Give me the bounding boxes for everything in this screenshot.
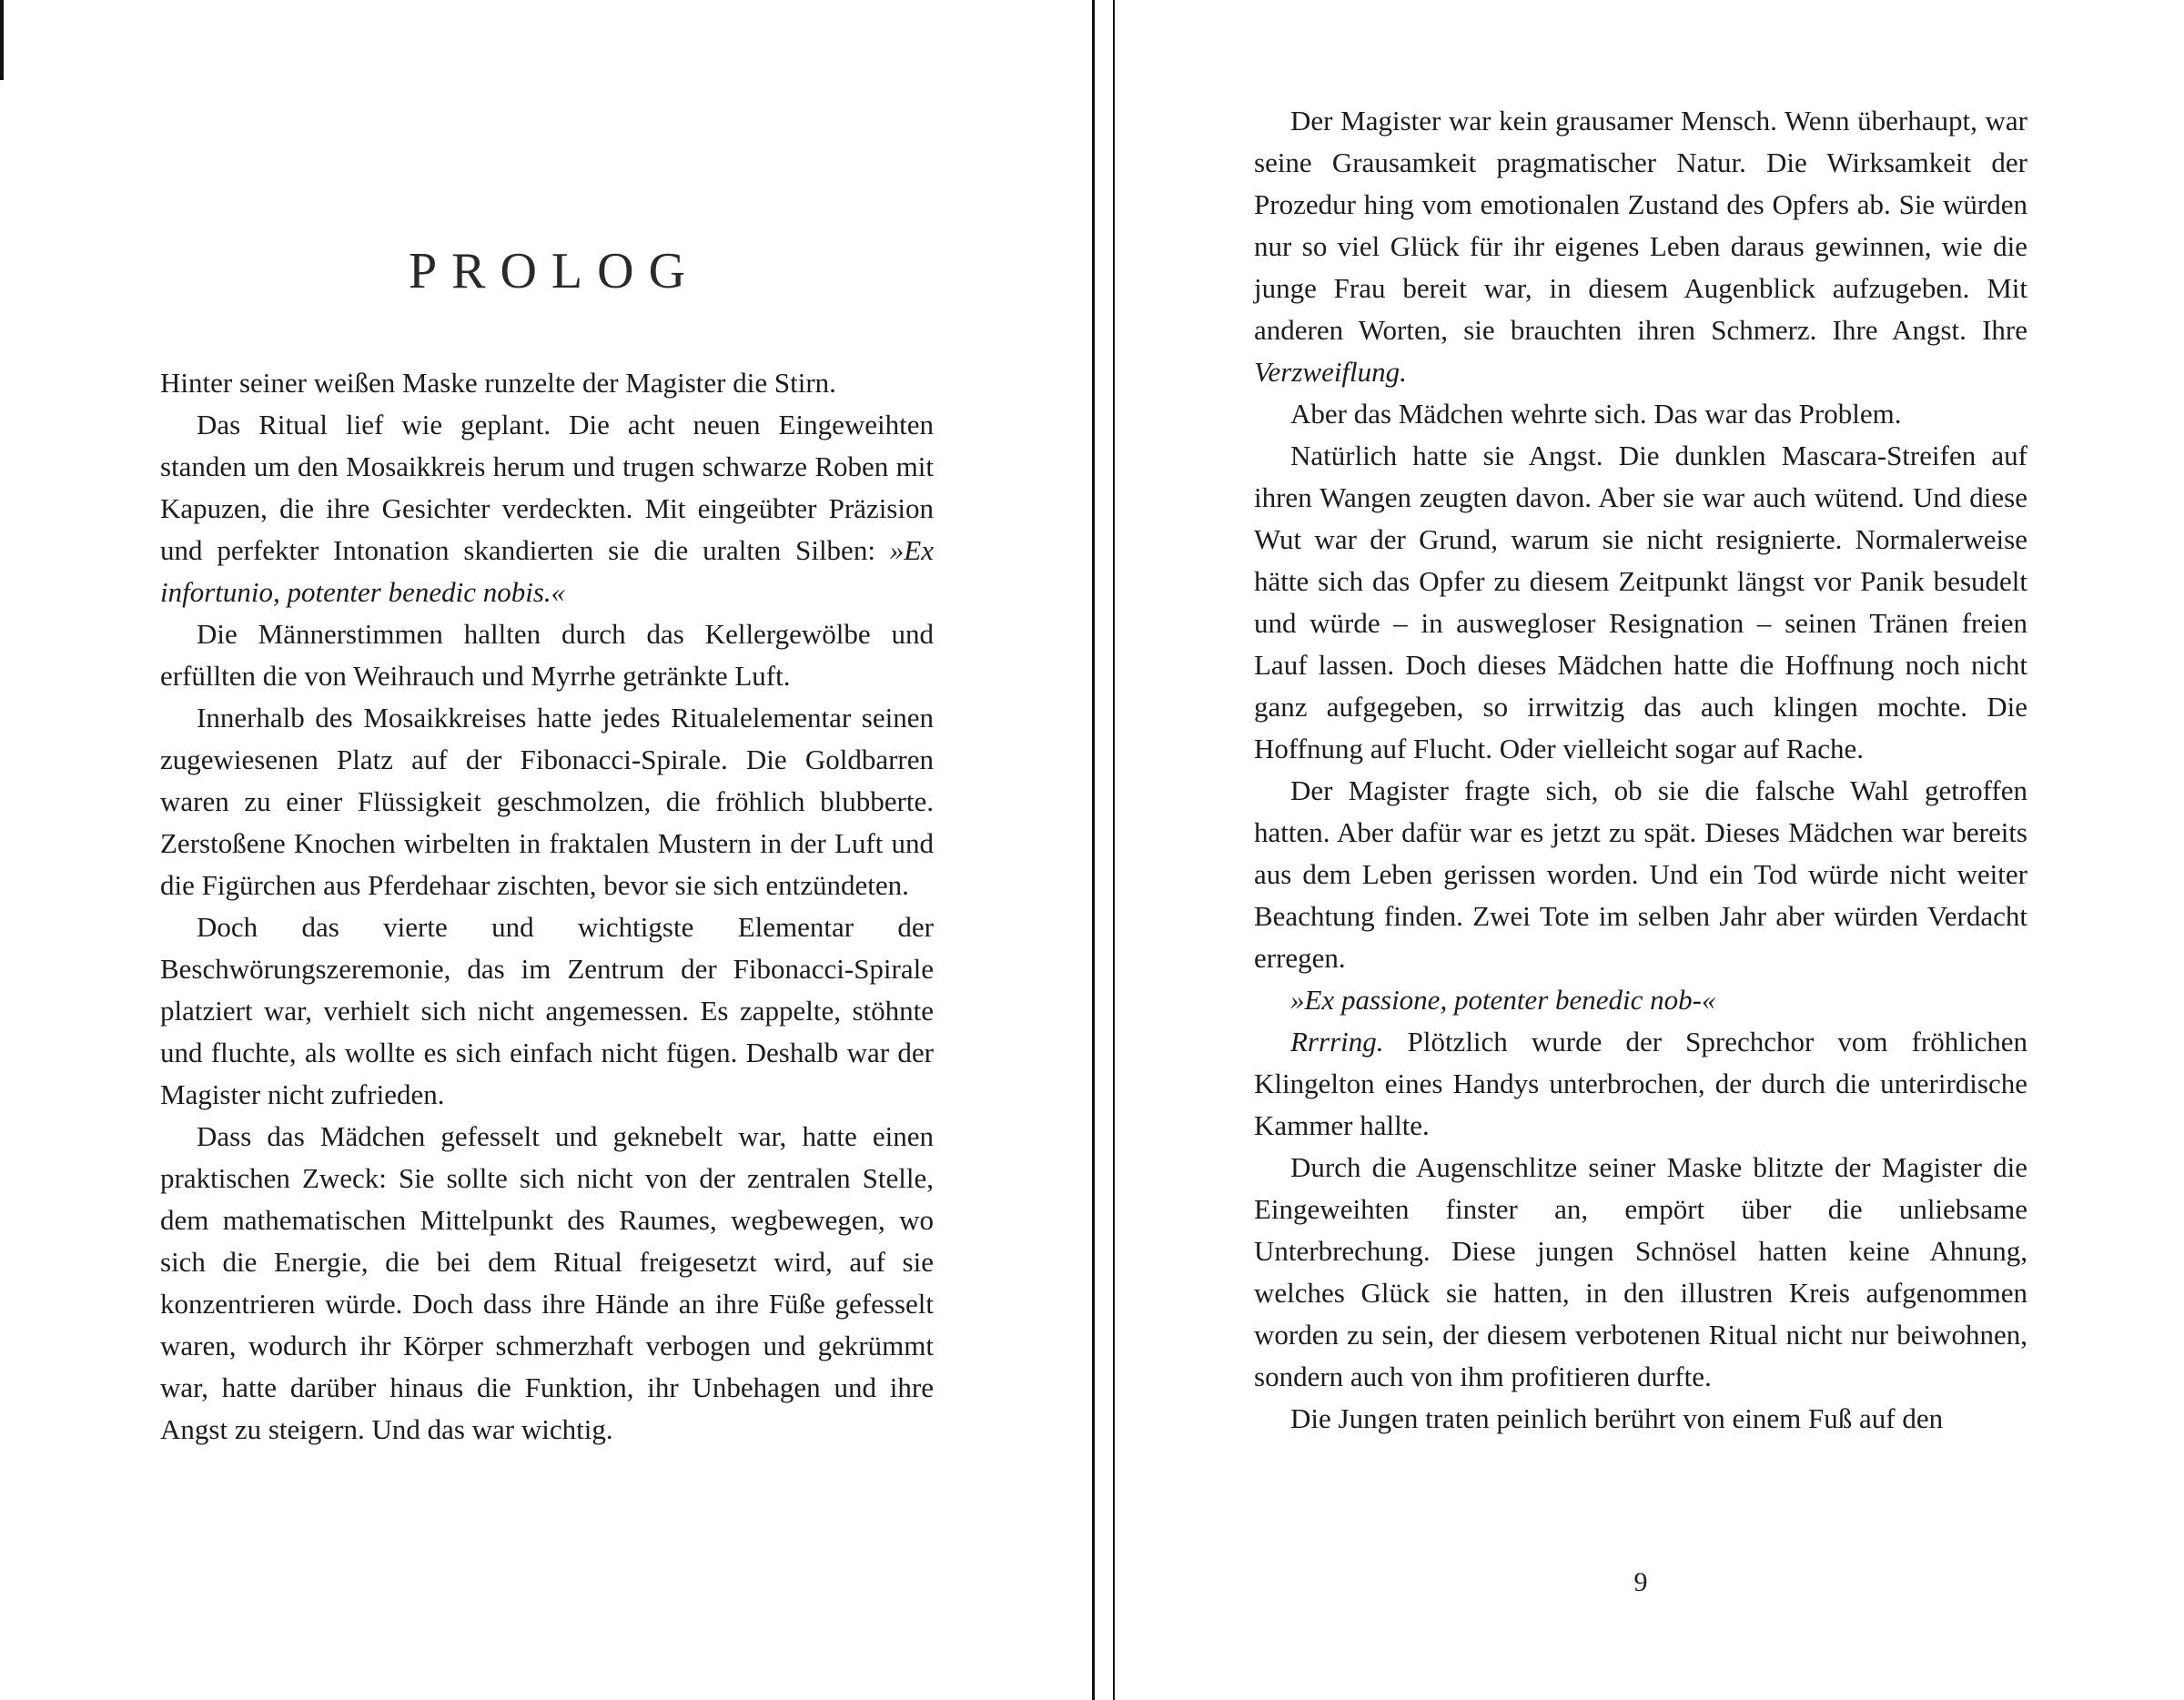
text-run: Durch die Augenschlitze seiner Maske blitzte der Magister die Eingeweihten finster an, empört über die unliebsame Unterbrechung. Diese jungen Schnösel hatten keine Ahnung, welches Glück sie hatten, in den illustren Kreis aufgenommen worden zu sein, der diesem verbotenen Ritual nicht nur beiwohnen, sondern auch von ihm profitieren durfte. [1254,1151,2027,1392]
paragraph [160,404,934,613]
text-run: Doch das vierte und wichtigste Elementar der Beschwörungszeremonie, das im Zentrum der Fibonacci-Spirale platziert war, verhielt sich nicht angemessen. Es zappelte, stöhnte und fluchte, als wollte es sich einfach nicht fügen. Deshalb war der Magister nicht zufrieden. [160,911,934,1110]
text-run: Innerhalb des Mosaikkreises hatte jedes Ritualelementar seinen zugewiesenen Platz auf der Fibonacci-Spirale. Die Goldbarren waren zu einer Flüssigkeit geschmolzen, die fröhlich blubberte. Zerstoßene Knochen wirbelten in fraktalen Mustern in der Luft und die Figürchen aus Pferdehaar zischten, bevor sie sich entzündeten. [160,702,934,901]
paragraph [1254,1147,2027,1398]
text-run: Hinter seiner weißen Maske runzelte der Magister die Stirn. [160,367,836,399]
text-run: Natürlich hatte sie Angst. Die dunklen Mascara-Streifen auf ihren Wangen zeugten davon. Aber sie war auch wütend. Und diese Wut war der Grund, warum sie nicht resignierte. Normalerweise hätte sich das Opfer zu diesem Zeitpunkt längst vor Panik besudelt und würde – in auswegloser Resignation – seinen Tränen freien Lauf lassen. Doch dieses Mädchen hatte die Hoffnung noch nicht ganz aufgegeben, so irrwitzig das auch klingen mochte. Die Hoffnung auf Flucht. Oder vielleicht sogar auf Rache. [1254,440,2027,764]
text-run: Die Männerstimmen hallten durch das Kellergewölbe und erfüllten die von Weihrauch und Myrrhe getränkte Luft. [160,618,934,692]
paragraph [160,906,934,1116]
right-page [1115,0,2184,1700]
page-gutter-line-left [1092,0,1095,1700]
text-run-italic: Rrrring. [1290,1026,1384,1057]
paragraph [1254,979,2027,1021]
paragraph [160,697,934,906]
text-run: Das Ritual lief wie geplant. Die acht neuen Eingeweihten standen um den Mosaikkreis herum und trugen schwarze Roben mit Kapuzen, die ihre Gesichter verdeckten. Mit eingeübter Präzision und perfekter Intonation skandierten sie die uralten Silben: [160,409,934,566]
text-run-italic: »Ex passione, potenter benedic nob-« [1290,984,1716,1016]
right-page-text [1254,100,2027,1440]
paragraph [160,613,934,697]
paragraph [160,362,934,404]
paragraph [1254,770,2027,979]
page-number: 9 [1633,1567,1648,1597]
text-run: Der Magister fragte sich, ob sie die falsche Wahl getroffen hatten. Aber dafür war es jetzt zu spät. Dieses Mädchen war bereits aus dem Leben gerissen worden. Und ein Tod würde nicht weiter Beachtung finden. Zwei Tote im selben Jahr aber würden Verdacht erregen. [1254,774,2027,974]
text-run: Plötzlich wurde der Sprechchor vom fröhlichen Klingelton eines Handys unterbrochen, der durch die unterirdische Kammer hallte. [1254,1026,2027,1141]
paragraph [160,1116,934,1451]
text-run: Dass das Mädchen gefesselt und geknebelt war, hatte einen praktischen Zweck: Sie sollte sich nicht von der zentralen Stelle, dem mathematischen Mittelpunkt des Raumes, wegbewegen, wo sich die Energie, die bei dem Ritual freigesetzt wird, auf sie konzentrieren würde. Doch dass ihre Hände an ihre Füße gefesselt waren, wodurch ihr Körper schmerzhaft verbogen und gekrümmt war, hatte darüber hinaus die Funktion, ihr Unbehagen und ihre Angst zu steigern. Und das war wichtig. [160,1120,934,1445]
paragraph [1254,435,2027,770]
text-run-italic: »Ex infortunio, potenter benedic nobis.« [160,534,934,608]
text-run-italic: Verzweiflung. [1254,356,1407,388]
paragraph [1254,1398,2027,1440]
paragraph [1254,1021,2027,1147]
paragraph [1254,393,2027,435]
text-run: Der Magister war kein grausamer Mensch. Wenn überhaupt, war seine Grausamkeit pragmatischer Natur. Die Wirksamkeit der Prozedur hing vom emotionalen Zustand des Opfers ab. Sie würden nur so viel Glück für ihr eigenes Leben daraus gewinnen, wie die junge Frau bereit war, in diesem Augenblick aufzugeben. Mit anderen Worten, sie brauchten ihren Schmerz. Ihre Angst. Ihre [1254,105,2027,346]
text-run: Die Jungen traten peinlich berührt von einem Fuß auf den [1290,1402,1944,1434]
text-run: Aber das Mädchen wehrte sich. Das war das Problem. [1290,398,1902,430]
paragraph [1254,100,2027,393]
left-page-text [160,362,934,1451]
chapter-title: PROLOG [408,242,701,299]
